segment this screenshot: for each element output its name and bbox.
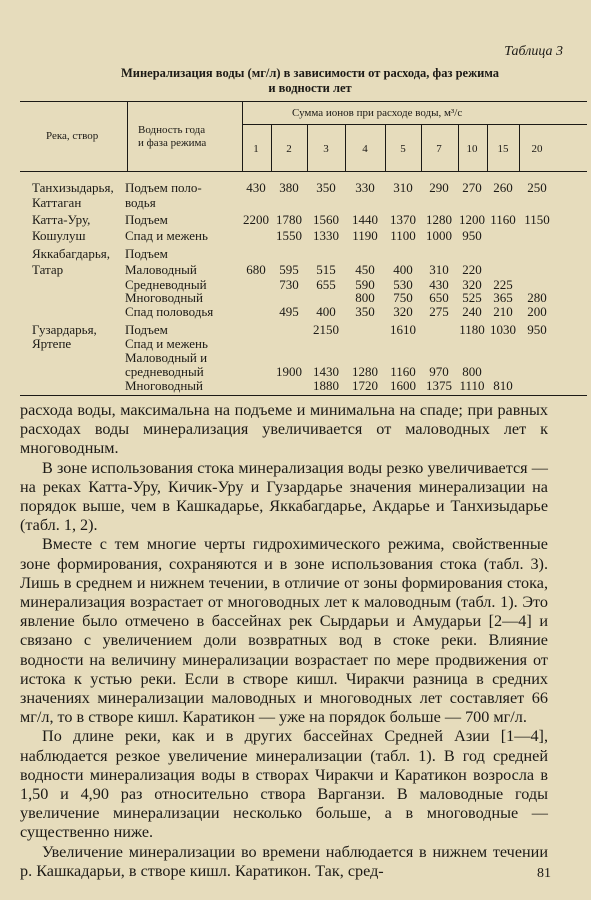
header-flow-value: 4 — [362, 143, 368, 155]
table-cell-river: Татар — [32, 262, 64, 277]
table-cell-value: 320 — [393, 304, 413, 319]
header-flow-value: 3 — [323, 143, 329, 155]
table-cell-value: 1160 — [390, 364, 416, 379]
table-cell-phase: Спад и межень — [125, 228, 208, 243]
table-cell-value: 2200 — [243, 212, 269, 227]
table-cell-phase: Многоводный — [125, 290, 203, 305]
table-cell-value: 350 — [316, 180, 336, 195]
table-cell-value: 1280 — [426, 212, 452, 227]
table-col-divider — [242, 101, 243, 171]
table-cell-value: 1430 — [313, 364, 339, 379]
table-label: Таблица 3 — [504, 44, 563, 59]
table-col-divider — [421, 124, 422, 171]
table-caption-line-2: и водности лет — [268, 81, 352, 95]
header-flow-value: 10 — [466, 143, 478, 155]
table-cell-value: 590 — [355, 277, 375, 292]
table-cell-value: 380 — [279, 180, 299, 195]
header-river: Река, створ — [46, 130, 99, 142]
table-cell-value: 1550 — [276, 228, 302, 243]
table-top-rule — [20, 101, 587, 102]
table-cell-value: 250 — [527, 180, 547, 195]
table-cell-value: 810 — [493, 378, 513, 393]
table-cell-value: 310 — [429, 262, 449, 277]
table-cell-value: 655 — [316, 277, 336, 292]
table-cell-value: 650 — [429, 290, 449, 305]
table-cell-river: Яккабагдарья, — [32, 246, 110, 261]
table-cell-phase: Подъем — [125, 212, 168, 227]
body-text — [20, 401, 548, 881]
table-cell-post: Каттаган — [32, 195, 82, 210]
table-cell-value: 365 — [493, 290, 513, 305]
table-col-divider — [385, 124, 386, 171]
table-cell-value: 275 — [429, 304, 449, 319]
table-cell-value: 220 — [462, 262, 482, 277]
table-cell-phase: Спад и межень — [125, 336, 208, 351]
table-cell-value: 2150 — [313, 322, 339, 337]
table-cell-phase: средневодный — [125, 364, 204, 379]
table-cell-value: 680 — [246, 262, 266, 277]
table-cell-value: 1280 — [352, 364, 378, 379]
table-cell-phase: Подъем — [125, 246, 168, 261]
paragraph: расхода воды, максимальна на подъеме и минимальна на спаде; при равных расходах воды минерализация увеличивается от маловодных лет к многоводным. — [20, 401, 548, 458]
table-cell-river: Катта-Уру, — [32, 212, 91, 227]
table-cell-value: 800 — [462, 364, 482, 379]
table-cell-value: 1200 — [459, 212, 485, 227]
table-cell-value: 330 — [355, 180, 375, 195]
table-cell-value: 970 — [429, 364, 449, 379]
table-cell-value: 400 — [393, 262, 413, 277]
table-col-divider — [345, 124, 346, 171]
page-number: 81 — [537, 866, 551, 881]
table-cell-value: 225 — [493, 277, 513, 292]
table-bottom-rule — [20, 395, 587, 396]
paragraph: Увеличение минерализации во времени наблюдается в нижнем течении р. Кашкадарьи, в створе кишл. Каратикон. Так, сред- — [20, 842, 548, 880]
table-cell-value: 210 — [493, 304, 513, 319]
table-cell-value: 1190 — [352, 228, 378, 243]
table-cell-value: 430 — [429, 277, 449, 292]
table-cell-value: 1180 — [459, 322, 485, 337]
table-cell-river: Яртепе — [32, 336, 72, 351]
table-cell-value: 730 — [279, 277, 299, 292]
table-cell-phase: Многоводный — [125, 378, 203, 393]
table-cell-value: 270 — [462, 180, 482, 195]
table-cell-value: 530 — [393, 277, 413, 292]
table-cell-value: 1030 — [490, 322, 516, 337]
table-cell-value: 800 — [355, 290, 375, 305]
table-cell-value: 260 — [493, 180, 513, 195]
table-cell-value: 450 — [355, 262, 375, 277]
table-caption — [40, 66, 580, 96]
table-header-rule — [20, 171, 587, 172]
table-cell-value: 290 — [429, 180, 449, 195]
table-cell-phase: Подъем поло- — [125, 180, 202, 195]
table-cell-value: 1600 — [390, 378, 416, 393]
paragraph: Вместе с тем многие черты гидрохимического режима, свойственные зоне формирования, сохраняются и в зоне использования стока (табл. 3). Лишь в среднем и нижнем течении, в отличие от зоны формирования стока, минерализация возрастает от многоводных лет к маловодным (табл. 1). Это явление было отмечено в бассейнах рек Сырдарьи и Амударьи [2—4] и связано с увеличением доли возвратных вод в стоке реки. Влияние водности на величину минерализации возрастает по мере продвижения от истока к устью реки. Если в створе кишл. Чиракчи разница в средних значениях минерализации маловодных и многоводных лет составляет 66 мг/л, то в створе кишл. Каратикон — уже на порядок больше — 700 мг/л. — [20, 535, 548, 727]
table-cell-value: 1610 — [390, 322, 416, 337]
table-cell-value: 200 — [527, 304, 547, 319]
table-cell-value: 515 — [316, 262, 336, 277]
table-cell-river: Танхизыдарья, — [32, 180, 114, 195]
table-caption-line-1: Минерализация воды (мг/л) в зависимости от расхода, фаз режима — [120, 66, 500, 80]
table-col-divider — [519, 124, 520, 171]
table-cell-value: 1150 — [524, 212, 550, 227]
table-cell-phase: водья — [125, 195, 156, 210]
table-cell-phase: Маловодный — [125, 262, 197, 277]
table-cell-river: Кошулуш — [32, 228, 86, 243]
table-cell-phase: Средневодный — [125, 277, 207, 292]
table-cell-value: 595 — [279, 262, 299, 277]
paragraph: По длине реки, как и в других бассейнах Средней Азии [1—4], наблюдается резкое увеличение минерализации (табл. 1). В год средней водности минерализация воды в створах Чиракчи и Каратикон возросла в 1,50 и 4,90 раз относительно створа Варганзи. В маловодные годы увеличение минерализации несколько больше, а в многоводные — существенно ниже. — [20, 727, 548, 842]
header-phase-line-2: и фаза режима — [138, 137, 207, 149]
table-cell-phase: Подъем — [125, 322, 168, 337]
table-cell-value: 1720 — [352, 378, 378, 393]
table-col-divider — [307, 124, 308, 171]
header-flow-value: 5 — [400, 143, 406, 155]
table-cell-value: 320 — [462, 277, 482, 292]
table-cell-value: 750 — [393, 290, 413, 305]
table-cell-value: 1160 — [490, 212, 516, 227]
table-cell-value: 1560 — [313, 212, 339, 227]
table-cell-river: Гузардарья, — [32, 322, 97, 337]
table-cell-value: 1780 — [276, 212, 302, 227]
header-phase-line-1: Водность года — [138, 124, 206, 136]
table-cell-value: 1880 — [313, 378, 339, 393]
table-cell-value: 430 — [246, 180, 266, 195]
table-cell-value: 1100 — [390, 228, 416, 243]
table-cell-value: 1375 — [426, 378, 452, 393]
header-phase — [138, 124, 206, 150]
table-cell-value: 1900 — [276, 364, 302, 379]
header-flow-group: Сумма ионов при расходе воды, м³/с — [292, 107, 463, 119]
table-group-rule — [242, 124, 587, 125]
table-cell-phase: Спад половодья — [125, 304, 214, 319]
table-cell-value: 950 — [527, 322, 547, 337]
table-cell-phase: Маловодный и — [125, 350, 208, 365]
table-cell-value: 1370 — [390, 212, 416, 227]
table-col-divider — [271, 124, 272, 171]
table-cell-value: 1000 — [426, 228, 452, 243]
paragraph: В зоне использования стока минерализация воды резко увеличивается — на реках Катта-Уру, Кичик-Уру и Гузардарье значения минерализации на порядок выше, чем в Кашкадарье, Яккабагдарье, Акдарье и Танхизыдарье (табл. 1, 2). — [20, 458, 548, 535]
table-cell-value: 1330 — [313, 228, 339, 243]
table-cell-value: 310 — [393, 180, 413, 195]
header-flow-value: 1 — [253, 143, 259, 155]
header-flow-value: 15 — [497, 143, 509, 155]
table-cell-value: 525 — [462, 290, 482, 305]
table-cell-value: 240 — [462, 304, 482, 319]
table-cell-value: 1110 — [459, 378, 485, 393]
table-cell-value: 280 — [527, 290, 547, 305]
table-cell-value: 1440 — [352, 212, 378, 227]
table-col-divider — [127, 101, 128, 171]
table-cell-value: 350 — [355, 304, 375, 319]
table-cell-value: 400 — [316, 304, 336, 319]
table-cell-value: 495 — [279, 304, 299, 319]
header-flow-value: 2 — [286, 143, 292, 155]
table-cell-value: 950 — [462, 228, 482, 243]
header-flow-value: 20 — [531, 143, 543, 155]
header-flow-value: 7 — [436, 143, 442, 155]
